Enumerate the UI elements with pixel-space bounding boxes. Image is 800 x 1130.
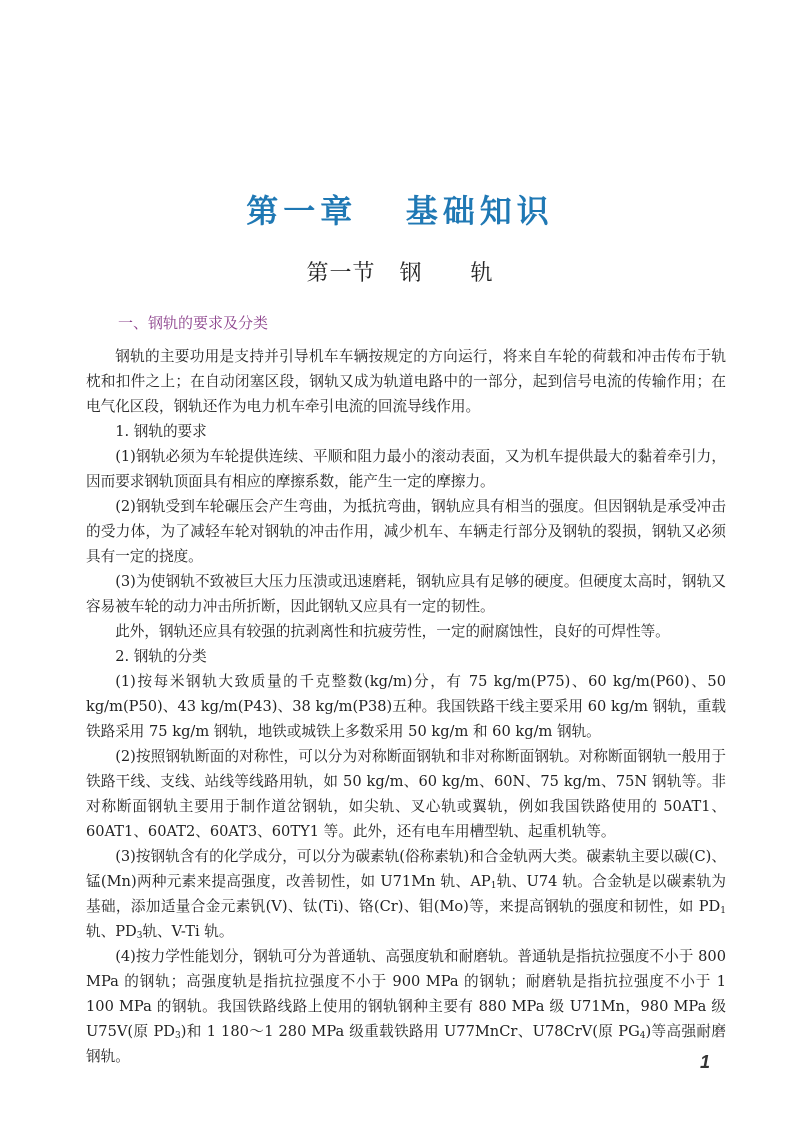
paragraph: 1. 钢轨的要求 [115, 423, 207, 440]
body-text [86, 344, 726, 1069]
paragraph: (1)按每米钢轨大致质量的千克整数(kg/m)分，有 75 kg/m(P75)、60 kg/m(P60)、50 kg/m(P50)、43 kg/m(P43)、38 kg/m(P38)五种。我国铁路干线主要采用 60 kg/m 钢轨，重载铁路采用 75 kg/m 钢轨，地铁或城铁上多数采用 50 kg/m 和 60 kg/m 钢轨。 [86, 673, 726, 740]
chapter-title: 第一章 基础知识 [246, 192, 554, 230]
paragraph: (3)按钢轨含有的化学成分，可以分为碳素轨(俗称素轨)和合金轨两大类。碳素轨主要以碳(C)、锰(Mn)两种元素来提高强度，改善韧性，如 U71Mn 轨、$AP_1$轨、U74 轨。合金轨是以碳素轨为基础，添加适量合金元素钒(V)、钛(Ti)、铬(Cr)、钼(Mo)等，来提高钢轨的强度和韧性，如 $PD_1$轨、$PD_3$轨、V-Ti 轨。 [86, 848, 726, 941]
subsection-heading: 一、钢轨的要求及分类 [118, 314, 269, 332]
paragraph: (2)按照钢轨断面的对称性，可以分为对称断面钢轨和非对称断面钢轨。对称断面钢轨一般用于铁路干线、支线、站线等线路用轨，如 50 kg/m、60 kg/m、60N、75 kg/m、75N 钢轨等。非对称断面钢轨主要用于制作道岔钢轨，如尖轨、叉心轨或翼轨，例如我国铁路使用的 50AT1、60AT1、60AT2、60AT3、60TY1 等。此外，还有电车用槽型轨、起重机轨等。 [86, 748, 726, 840]
page-number: 1 [700, 1052, 711, 1072]
paragraph: 此外，钢轨还应具有较强的抗剥离性和抗疲劳性，一定的耐腐蚀性，良好的可焊性等。 [115, 623, 670, 640]
section-title: 第一节 钢 轨 [306, 261, 494, 286]
paragraph: (4)按力学性能划分，钢轨可分为普通轨、高强度轨和耐磨轨。普通轨是指抗拉强度不小于 800 MPa 的钢轨；高强度轨是指抗拉强度不小于 900 MPa 的钢轨；耐磨轨是指抗拉强度不小于 1 100 MPa 的钢轨。我国铁路线路上使用的钢轨钢种主要有 880 MPa 级 U71Mn，980 MPa 级 U75V(原 $PD_3$)和 1 180～1 280 MPa 级重载铁路用 U77MnCr、U78CrV(原 $PG_4$)等高强耐磨钢轨。 [86, 948, 726, 1065]
paragraph: (3)为使钢轨不致被巨大压力压溃或迅速磨耗，钢轨应具有足够的硬度。但硬度太高时，钢轨又容易被车轮的动力冲击所折断，因此钢轨又应具有一定的韧性。 [86, 573, 726, 615]
paragraph: (1)钢轨必须为车轮提供连续、平顺和阻力最小的滚动表面，又为机车提供最大的黏着牵引力，因而要求钢轨顶面具有相应的摩擦系数，能产生一定的摩擦力。 [86, 448, 726, 490]
paragraph: 钢轨的主要功用是支持并引导机车车辆按规定的方向运行，将来自车轮的荷载和冲击传布于轨枕和扣件之上；在自动闭塞区段，钢轨又成为轨道电路中的一部分，起到信号电流的传输作用；在电气化区段，钢轨还作为电力机车牵引电流的回流导线作用。 [86, 348, 726, 415]
paragraph: 2. 钢轨的分类 [115, 648, 207, 665]
paragraph: (2)钢轨受到车轮碾压会产生弯曲，为抵抗弯曲，钢轨应具有相当的强度。但因钢轨是承受冲击的受力体，为了减轻车轮对钢轨的冲击作用，减少机车、车辆走行部分及钢轨的裂损，钢轨又必须具有一定的挠度。 [86, 498, 726, 565]
